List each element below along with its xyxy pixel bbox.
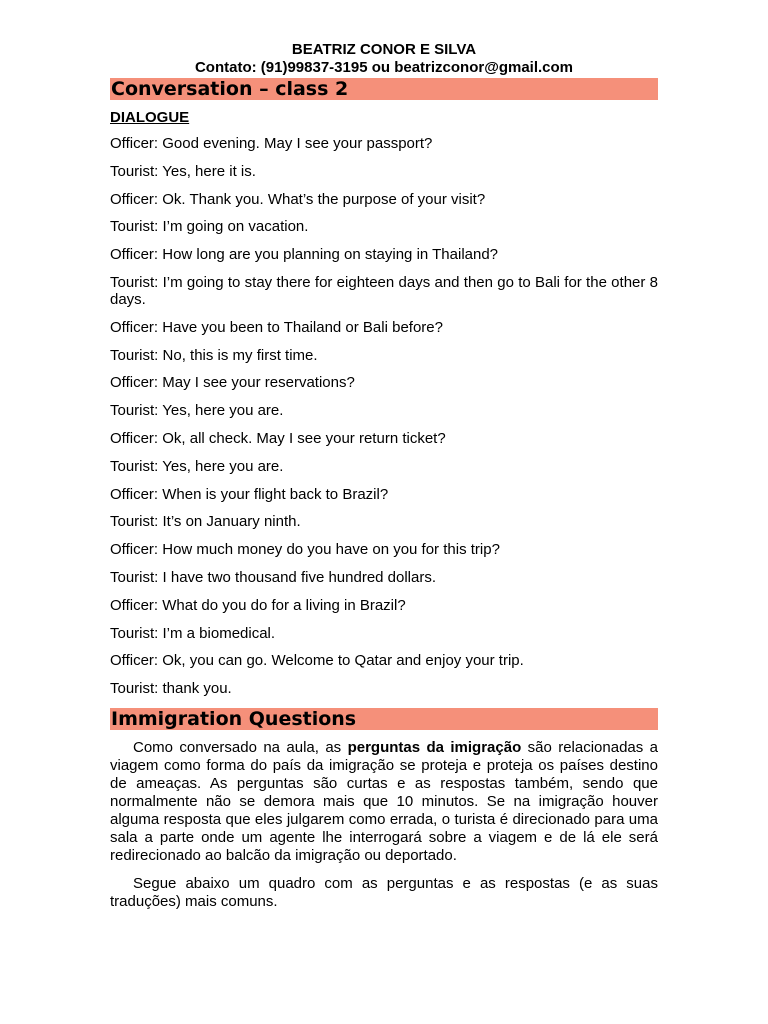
section-title-conversation: Conversation – class 2 [110,78,658,100]
dialogue-line: Tourist: thank you. [110,680,232,698]
dialogue-line: Tourist: Yes, here you are. [110,402,284,420]
dialogue-line: Officer: What do you do for a living in Brazil? [110,596,406,614]
dialogue-line: Tourist: I have two thousand five hundred dollars. [110,568,437,586]
paragraph-text: são relacionadas a viagem como forma do país da imigração se proteja e proteja os países destino de ameaças. As perguntas são curtas e as respostas também, sendo que normalmente não se demora mais que 10 minutos. Se na imigração houver alguma resposta que eles julgarem como errada, o turista é direcionado para uma sala a parte onde um agente lhe interrogará sobre a viagem e de lá ele será redirecionado ao balcão da imigração ou deportado. [110,738,659,864]
author-name: BEATRIZ CONOR E SILVA [291,41,477,58]
immigration-paragraph-2: Segue abaixo um quadro com as perguntas e as respostas (e as suas traduções) mais comuns. [110,874,658,910]
dialogue-subheading: DIALOGUE [110,109,190,126]
dialogue-line: Officer: May I see your reservations? [110,374,355,392]
dialogue-line: Tourist: Yes, here you are. [110,457,284,475]
dialogue-line: Officer: Good evening. May I see your passport? [110,135,433,152]
dialogue-line: Tourist: I’m a biomedical. [110,624,276,642]
dialogue-line: Tourist: Yes, here it is. [110,162,256,180]
bold-term: perguntas da imigração [347,738,522,756]
section-title-immigration: Immigration Questions [110,708,658,730]
dialogue-line: Officer: Ok. Thank you. What’s the purpose of your visit? [110,190,486,208]
dialogue-line: Tourist: I’m going to stay there for eighteen days and then go to Bali for the other 8 days. [110,273,658,308]
dialogue-line: Officer: Have you been to Thailand or Bali before? [110,318,443,336]
dialogue-line: Officer: Ok, you can go. Welcome to Qatar and enjoy your trip. [110,652,524,670]
dialogue-line: Officer: When is your flight back to Brazil? [110,485,389,503]
contact-info: Contato: (91)99837-3195 ou beatrizconor@gmail.com [194,59,574,76]
dialogue-line: Tourist: I’m going on vacation. [110,218,309,236]
dialogue-line: Officer: How long are you planning on staying in Thailand? [110,246,499,264]
dialogue-line: Tourist: It’s on January ninth. [110,513,301,531]
paragraph-text: Como conversado na aula, as [133,738,348,756]
dialogue-line: Tourist: No, this is my first time. [110,346,318,364]
dialogue-line: Officer: How much money do you have on you for this trip? [110,541,500,559]
document-header [110,41,658,77]
immigration-paragraph-1 [110,739,658,865]
dialogue-line: Officer: Ok, all check. May I see your return ticket? [110,429,446,447]
dialogue-lines [110,135,658,697]
